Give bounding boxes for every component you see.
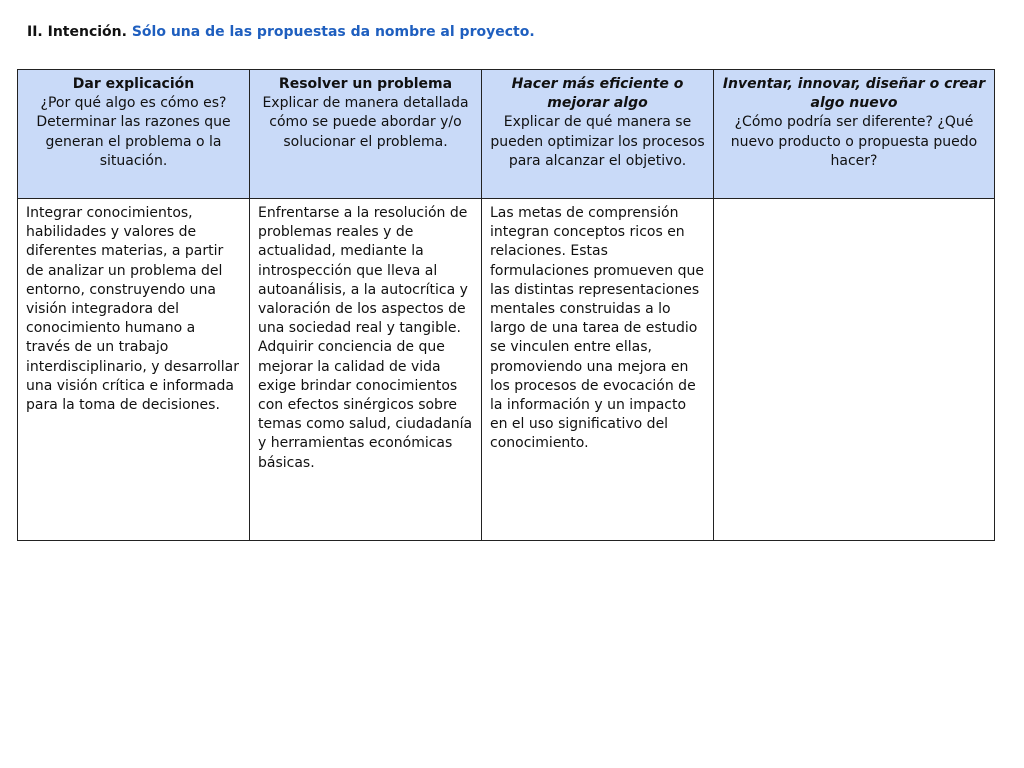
title-highlight: Sólo una de las propuestas da nombre al proyecto. [131, 24, 535, 40]
header-description: Explicar de manera detallada cómo se puede abordar y/o solucionar el problema. [262, 95, 469, 150]
header-cell-innovate [714, 70, 995, 199]
header-title: Dar explicación [72, 76, 195, 92]
cell-paragraph: Enfrentarse a la resolución de problemas reales y de actualidad, mediante la introspección que lleva al autoanálisis, a la autocrítica y valoración de los aspectos de una sociedad real y tangible. [258, 205, 468, 337]
cell-paragraph: Integrar conocimientos, habilidades y valores de diferentes materias, a partir de analizar un problema del entorno, construyendo una visión integradora del conocimiento humano a través de un trabajo interdisciplinario, y desarrollar una visión crítica e informada para la toma de decisiones. [26, 205, 240, 414]
header-description: ¿Por qué algo es cómo es? Determinar las razones que generan el problema o la situación. [36, 95, 231, 169]
header-description: Explicar de qué manera se pueden optimizar los procesos para alcanzar el objetivo. [490, 114, 705, 169]
cell-paragraph: Las metas de comprensión integran conceptos ricos en relaciones. Estas formulaciones promueven que las distintas representaciones mentales construidas a lo largo de una tarea de estudio se vinculen entre ellas, promoviendo una mejora en los procesos de evocación de la información y un impacto en el uso significativo del conocimiento. [490, 205, 704, 452]
header-title: Resolver un problema [278, 76, 453, 92]
header-cell-solve [250, 70, 482, 199]
intention-table [17, 69, 995, 541]
table-header-row [18, 70, 995, 199]
header-title: Hacer más eficiente o mejorar algo [511, 76, 684, 112]
page-title [27, 24, 535, 40]
content-cell-solve [250, 199, 482, 541]
header-description: ¿Cómo podría ser diferente? ¿Qué nuevo producto o propuesta puedo hacer? [730, 114, 978, 169]
header-title: Inventar, innovar, diseñar o crear algo nuevo [722, 76, 986, 112]
cell-paragraph: Adquirir conciencia de que mejorar la calidad de vida exige brindar conocimientos con efectos sinérgicos sobre temas como salud, ciudadanía y herramientas económicas básicas. [258, 339, 473, 471]
header-cell-improve [482, 70, 714, 199]
content-cell-explain [18, 199, 250, 541]
table-body-row [18, 199, 995, 541]
content-cell-improve [482, 199, 714, 541]
title-prefix: II. Intención. [27, 24, 127, 40]
header-cell-explain [18, 70, 250, 199]
content-cell-innovate [714, 199, 995, 541]
